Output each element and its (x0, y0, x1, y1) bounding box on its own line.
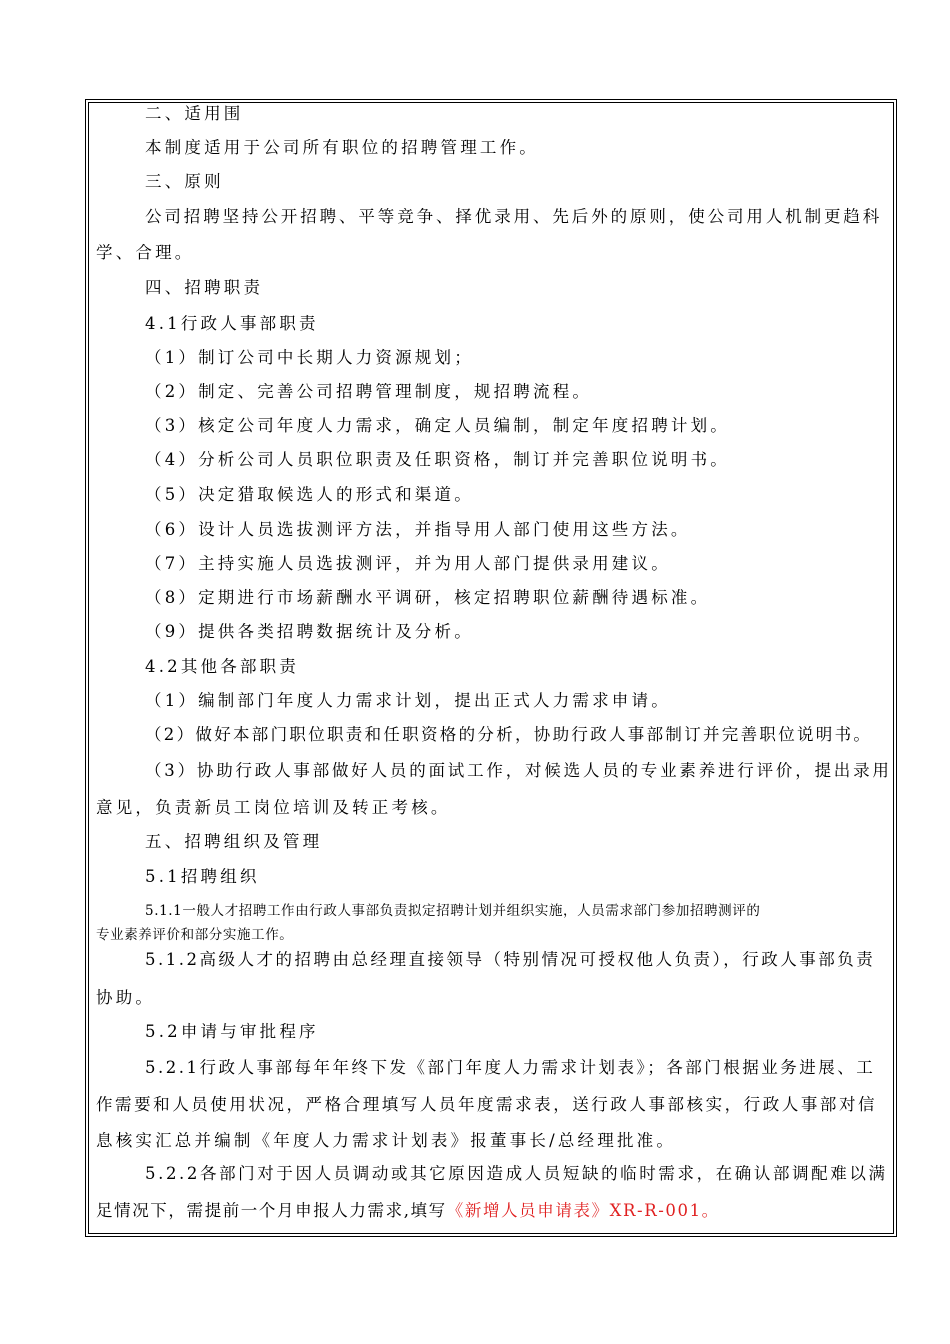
list-item: （6）设计人员选拔测评方法，并指导用人部门使用这些方法。 (145, 520, 691, 539)
list-item: （4）分析公司人员职位职责及任职资格，制订并完善职位说明书。 (145, 450, 730, 469)
list-item: （2）做好本部门职位职责和任职资格的分析，协助行政人事部制订并完善职位说明书。 (145, 725, 873, 744)
form-reference-link: 《新增人员申请表》XR-R-001。 (446, 1201, 720, 1220)
section-heading-organization: 五、招聘组织及管理 (145, 832, 323, 851)
section-heading-duties: 四、招聘职责 (145, 278, 264, 297)
paragraph-cont: 息核实汇总并编制《年度人力需求计划表》报董事长/总经理批准。 (96, 1131, 677, 1150)
list-item: （5）决定猎取候选人的形式和渠道。 (145, 485, 474, 504)
section-heading-principles: 三、原则 (145, 172, 224, 191)
paragraph-small-cont: 专业素养评价和部分实施工作。 (96, 927, 294, 943)
paragraph-cont: 协助。 (96, 988, 156, 1007)
paragraph: 5.2.1行政人事部每年年终下发《部门年度人力需求计划表》；各部门根据业务进展、工 (145, 1058, 876, 1077)
paragraph: 5.1.2高级人才的招聘由总经理直接领导（特别情况可授权他人负责），行政人事部负责 (145, 950, 876, 969)
subheading-approval: 5.2申请与审批程序 (145, 1022, 319, 1041)
list-item: （7）主持实施人员选拔测评，并为用人部门提供录用建议。 (145, 554, 671, 573)
list-item: （3）核定公司年度人力需求，确定人员编制，制定年度招聘计划。 (145, 416, 730, 435)
paragraph: 5.2.2各部门对于因人员调动或其它原因造成人员短缺的临时需求，在确认部调配难以满 (145, 1164, 888, 1183)
paragraph-last-text: 足情况下，需提前一个月申报人力需求,填写 (96, 1201, 447, 1220)
list-item: （1）制订公司中长期人力资源规划； (145, 348, 474, 367)
paragraph-small: 5.1.1一般人才招聘工作由行政人事部负责拟定招聘计划并组织实施，人员需求部门参加招聘测评的 (145, 903, 761, 919)
subheading-other-duties: 4.2其他各部职责 (145, 657, 300, 676)
subheading-hr-duties: 4.1行政人事部职责 (145, 314, 319, 333)
paragraph-cont: 作需要和人员使用状况，严格合理填写人员年度需求表，送行政人事部核实，行政人事部对信 (96, 1095, 878, 1114)
paragraph-scope: 本制度适用于公司所有职位的招聘管理工作。 (145, 138, 539, 157)
paragraph-principles-cont: 学、合理。 (96, 243, 195, 262)
paragraph-principles: 公司招聘坚持公开招聘、平等竞争、择优录用、先后外的原则，使公司用人机制更趋科 (145, 207, 883, 226)
section-heading-scope: 二、适用围 (145, 104, 244, 123)
list-item-cont: 意见，负责新员工岗位培训及转正考核。 (96, 798, 451, 817)
list-item: （1）编制部门年度人力需求计划，提出正式人力需求申请。 (145, 691, 671, 710)
list-item: （2）制定、完善公司招聘管理制度，规招聘流程。 (145, 382, 593, 401)
list-item: （3）协助行政人事部做好人员的面试工作，对候选人员的专业素养进行评价，提出录用 (145, 761, 892, 780)
list-item: （8）定期进行市场薪酬水平调研，核定招聘职位薪酬待遇标准。 (145, 588, 711, 607)
paragraph-last (0, 1200, 950, 1222)
subheading-organization: 5.1招聘组织 (145, 867, 260, 886)
list-item: （9）提供各类招聘数据统计及分析。 (145, 622, 474, 641)
